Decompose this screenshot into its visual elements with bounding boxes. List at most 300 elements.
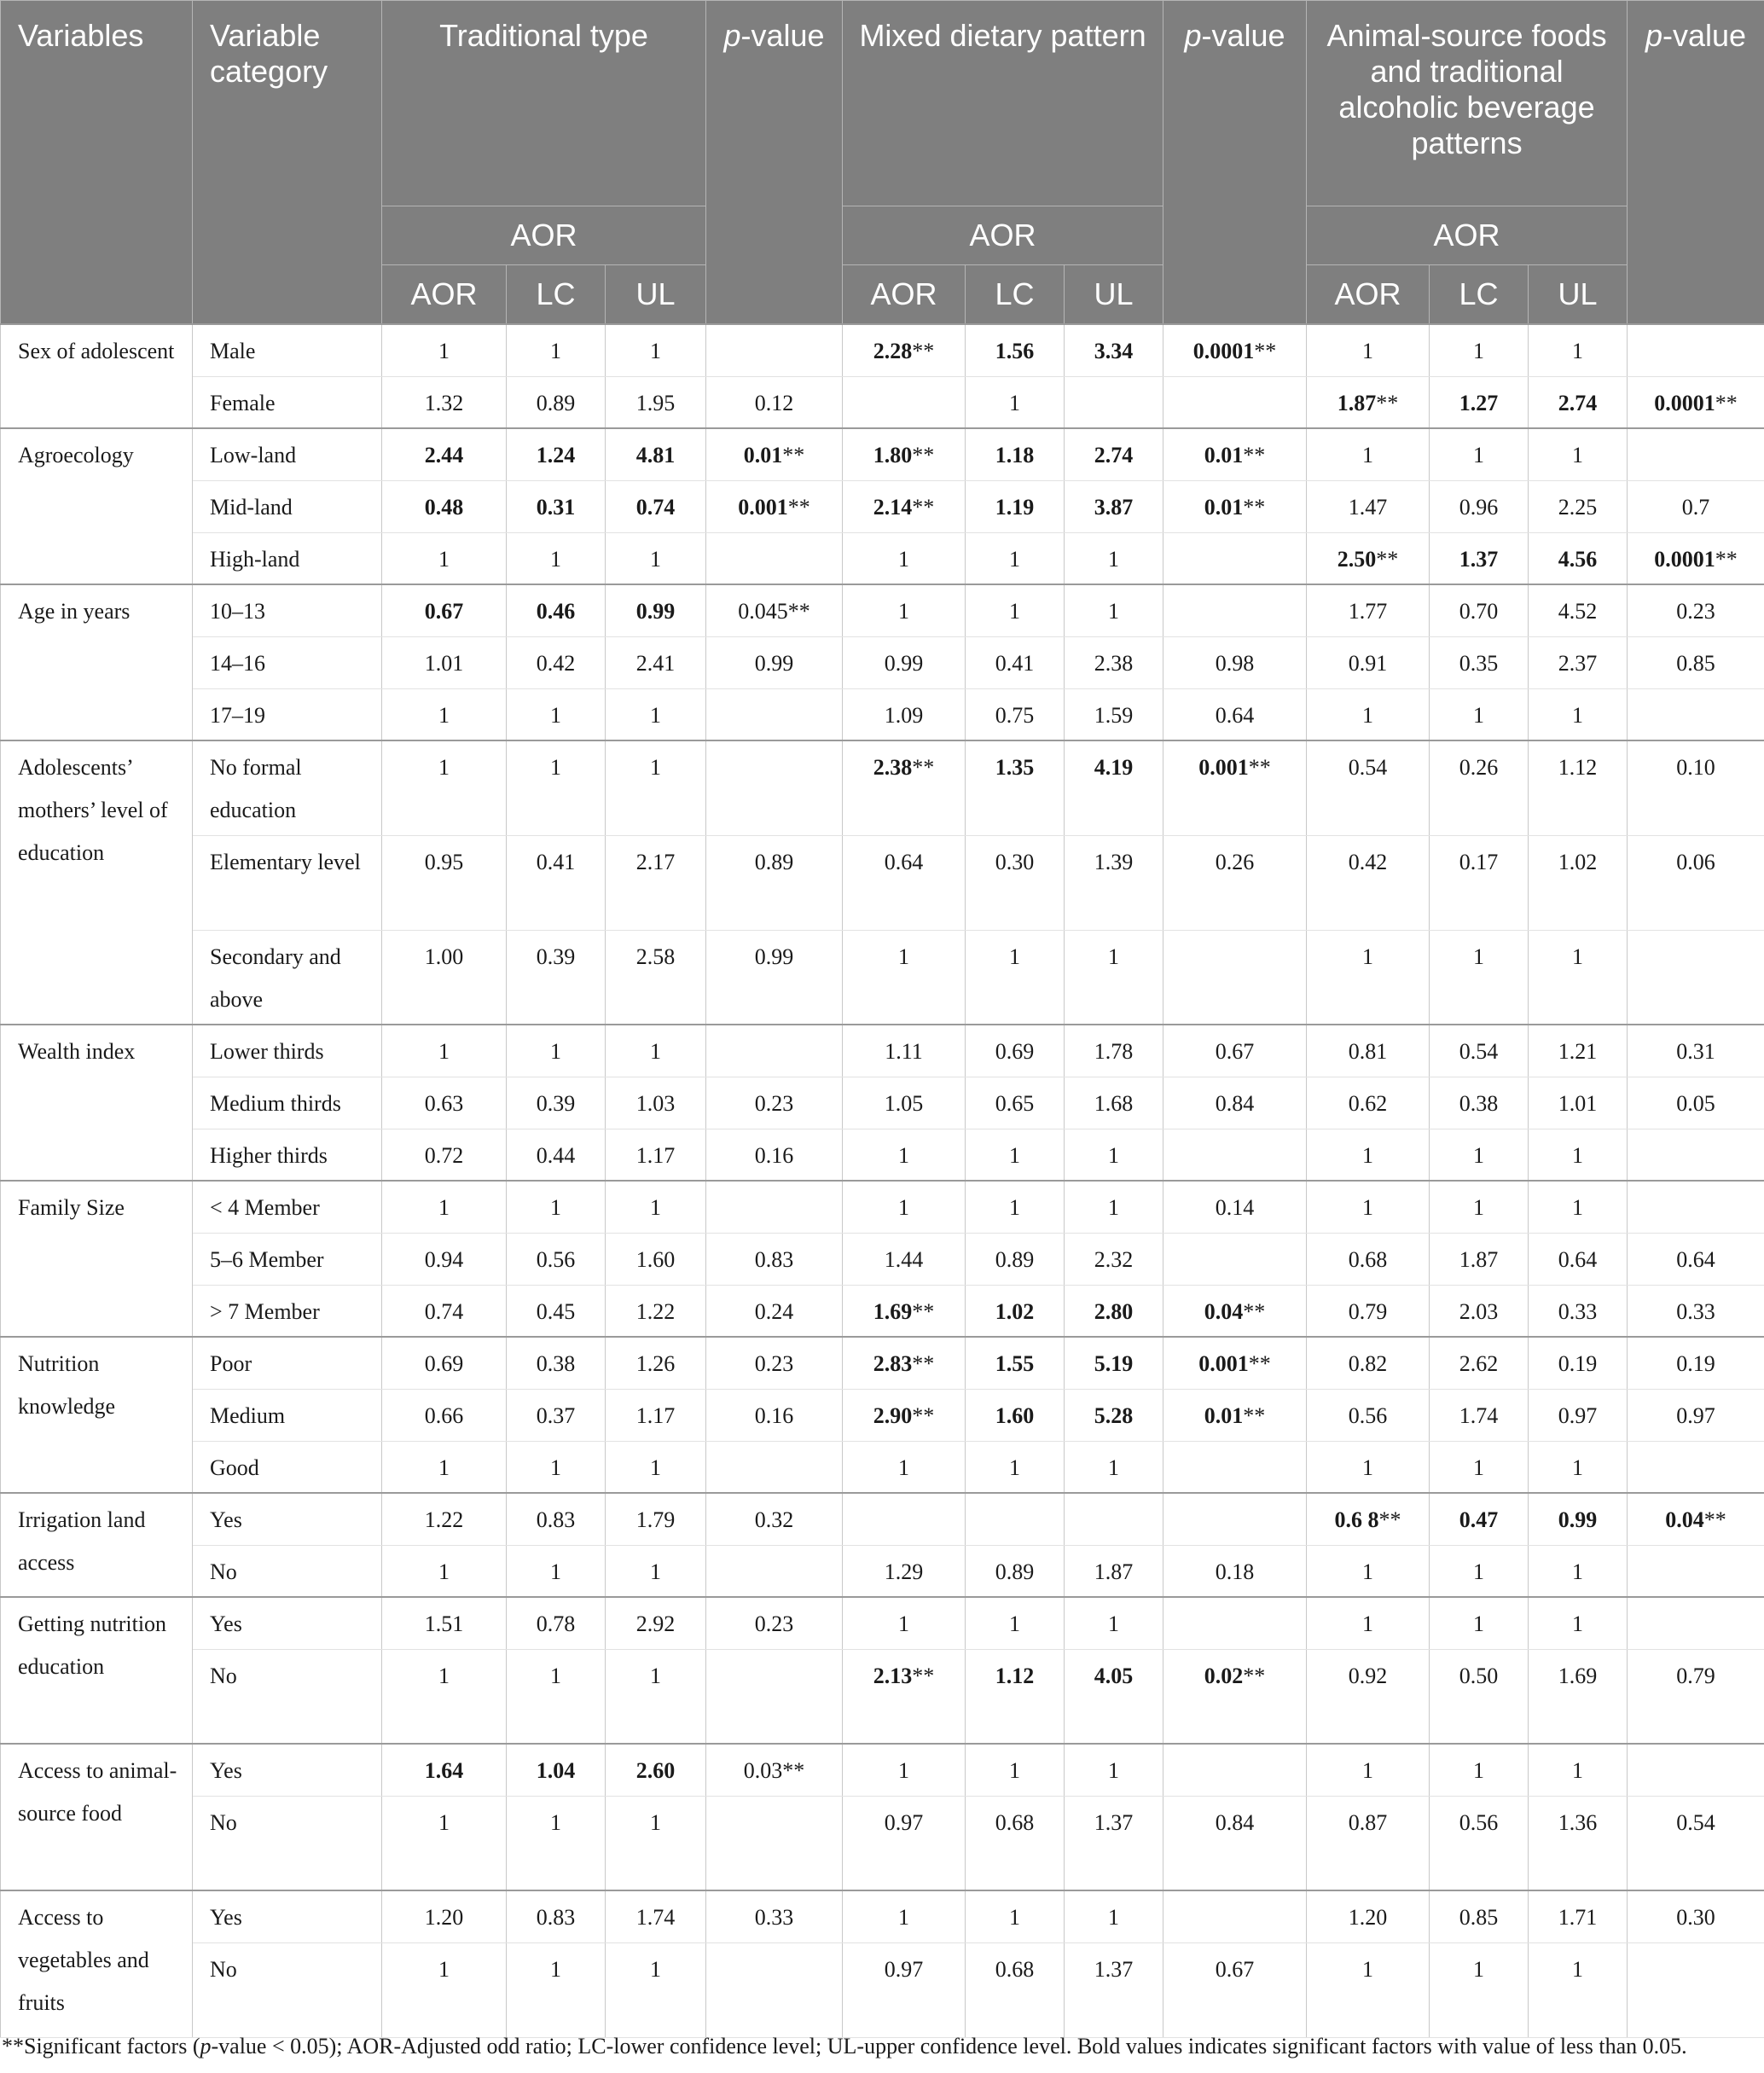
table-header [1, 1, 1764, 325]
table-row [1, 1077, 1764, 1129]
lc-cell: 1 [1430, 930, 1529, 1025]
table-row [1, 1233, 1764, 1285]
aor-cell: 1.05 [843, 1077, 966, 1129]
ul-cell: 2.74 [1065, 428, 1163, 480]
header-p-value-traditional: p-value [706, 1, 843, 325]
table-row [1, 835, 1764, 930]
significant-value: 1.87 [1337, 390, 1377, 415]
significance-stars: ** [912, 443, 935, 467]
header-aor-group-animal: AOR [1307, 206, 1628, 265]
lc-cell: 0.89 [966, 1233, 1065, 1285]
header-traditional-type: Traditional type [382, 1, 706, 206]
ul-cell: 1 [1529, 1441, 1628, 1493]
aor-cell: 0.97 [843, 1796, 966, 1890]
p-value-cell [706, 428, 843, 480]
significance-stars: ** [912, 1402, 935, 1428]
header-aor: AOR [382, 265, 507, 325]
variable-category-cell: 14–16 [193, 636, 382, 688]
p-value-cell: 0.79 [1628, 1649, 1764, 1744]
aor-cell: 0.79 [1307, 1285, 1430, 1337]
ul-cell: 1 [1529, 1545, 1628, 1597]
aor-cell: 0.62 [1307, 1077, 1430, 1129]
ul-cell: 1 [606, 1796, 706, 1890]
p-value-cell: 0.26 [1163, 835, 1307, 930]
significance-stars: ** [912, 339, 935, 363]
variable-name-cell: Family Size [1, 1181, 193, 1337]
aor-cell: 1 [1307, 324, 1430, 376]
aor-cell [843, 376, 966, 428]
ul-cell: 0.64 [1529, 1233, 1628, 1285]
lc-cell: 1 [966, 532, 1065, 584]
p-value-cell [1628, 376, 1764, 428]
p-value-cell [706, 1942, 843, 2037]
aor-cell: 1 [382, 1181, 507, 1233]
p-value-cell: 0.16 [706, 1129, 843, 1181]
table-row [1, 1337, 1764, 1389]
ul-cell: 0.33 [1529, 1285, 1628, 1337]
ul-cell: 4.56 [1529, 532, 1628, 584]
p-value-cell: 0.64 [1163, 688, 1307, 740]
table-row [1, 480, 1764, 532]
ul-cell: 1.36 [1529, 1796, 1628, 1890]
variable-category-cell: High-land [193, 532, 382, 584]
variable-category-cell: Higher thirds [193, 1129, 382, 1181]
header-p-value-animal: p-value [1628, 1, 1764, 325]
lc-cell: 0.56 [1430, 1796, 1529, 1890]
aor-cell: 0.97 [843, 1942, 966, 2037]
p-value-cell [1163, 584, 1307, 636]
significant-value: 0.0001 [1654, 546, 1715, 572]
p-value-cell [1628, 532, 1764, 584]
p-value-cell: 0.30 [1628, 1890, 1764, 1942]
significant-value: 2.13 [873, 1663, 913, 1688]
variable-name-cell: Agroecology [1, 428, 193, 584]
variable-category-cell: Secondary and above [193, 930, 382, 1025]
ul-cell: 1 [1529, 930, 1628, 1025]
p-value-cell [1163, 1389, 1307, 1441]
lc-cell: 0.38 [1430, 1077, 1529, 1129]
p-value-cell [1163, 1890, 1307, 1942]
aor-cell: 1.20 [1307, 1890, 1430, 1942]
lc-cell: 1.18 [966, 428, 1065, 480]
ul-cell: 3.34 [1065, 324, 1163, 376]
lc-cell: 0.83 [507, 1890, 606, 1942]
lc-cell: 0.39 [507, 1077, 606, 1129]
p-value-cell [706, 1181, 843, 1233]
variable-name-cell: Access to animal-source food [1, 1744, 193, 1890]
lc-cell: 1 [507, 688, 606, 740]
p-value-cell: 0.98 [1163, 636, 1307, 688]
ul-cell: 3.87 [1065, 480, 1163, 532]
lc-cell: 0.96 [1430, 480, 1529, 532]
lc-cell: 1.04 [507, 1744, 606, 1796]
variable-name-cell: Age in years [1, 584, 193, 740]
p-value-cell [1628, 428, 1764, 480]
significance-stars: ** [1248, 755, 1271, 780]
p-value-cell: 0.89 [706, 835, 843, 930]
p-value-cell: 0.84 [1163, 1077, 1307, 1129]
aor-cell: 1 [843, 1744, 966, 1796]
table-row [1, 1597, 1764, 1649]
ul-cell: 1 [606, 1649, 706, 1744]
aor-cell: 1 [1307, 1942, 1430, 2037]
header-ul: UL [1065, 265, 1163, 325]
ul-cell: 4.05 [1065, 1649, 1163, 1744]
table-row [1, 324, 1764, 376]
significance-stars: ** [782, 443, 805, 467]
p-value-cell [706, 740, 843, 835]
significance-stars: ** [912, 1663, 935, 1688]
ul-cell: 5.19 [1065, 1337, 1163, 1389]
table-row [1, 1942, 1764, 2037]
aor-cell [843, 428, 966, 480]
p-value-cell: 0.99 [706, 636, 843, 688]
significant-value: 0.04 [1665, 1507, 1704, 1532]
lc-cell: 1 [966, 376, 1065, 428]
p-value-cell: 0.23 [706, 1597, 843, 1649]
aor-cell: 1 [382, 532, 507, 584]
ul-cell: 1 [1529, 428, 1628, 480]
lc-cell: 0.75 [966, 688, 1065, 740]
ul-cell: 1.03 [606, 1077, 706, 1129]
lc-cell: 1 [966, 1441, 1065, 1493]
lc-cell: 0.70 [1430, 584, 1529, 636]
ul-cell: 1 [1529, 324, 1628, 376]
ul-cell: 1 [1065, 584, 1163, 636]
ul-cell: 2.92 [606, 1597, 706, 1649]
p-value-cell [1163, 740, 1307, 835]
significant-value: 0.001 [738, 494, 788, 520]
ul-cell: 1.02 [1529, 835, 1628, 930]
lc-cell: 1 [1430, 1129, 1529, 1181]
lc-cell: 1 [1430, 1181, 1529, 1233]
lc-cell: 1.19 [966, 480, 1065, 532]
p-value-cell: 0.64 [1628, 1233, 1764, 1285]
lc-cell: 1 [966, 1597, 1065, 1649]
p-value-cell [1628, 1942, 1764, 2037]
ul-cell: 2.80 [1065, 1285, 1163, 1337]
ul-cell: 1.26 [606, 1337, 706, 1389]
significant-value: 0.04 [1204, 1298, 1244, 1324]
lc-cell: 1 [966, 1890, 1065, 1942]
p-value-cell [1163, 1493, 1307, 1545]
lc-cell: 0.45 [507, 1285, 606, 1337]
ul-cell: 1.17 [606, 1129, 706, 1181]
aor-cell: 0.69 [382, 1337, 507, 1389]
variable-name-cell: Sex of adolescent [1, 324, 193, 428]
aor-cell: 0.87 [1307, 1796, 1430, 1890]
ul-cell: 1 [606, 1181, 706, 1233]
aor-cell: 1.09 [843, 688, 966, 740]
ul-cell: 1.87 [1065, 1545, 1163, 1597]
aor-cell: 1.77 [1307, 584, 1430, 636]
p-value-cell [706, 1545, 843, 1597]
header-variable-category: Variable category [193, 1, 382, 325]
table-row [1, 428, 1764, 480]
lc-cell: 1.74 [1430, 1389, 1529, 1441]
significant-value: 2.50 [1337, 546, 1377, 572]
variable-name-cell: Wealth index [1, 1025, 193, 1181]
p-value-cell [1163, 1337, 1307, 1389]
lc-cell: 0.37 [507, 1389, 606, 1441]
aor-cell: 1 [382, 1942, 507, 2037]
lc-cell: 0.85 [1430, 1890, 1529, 1942]
p-value-cell: 0.67 [1163, 1025, 1307, 1077]
aor-cell [843, 1493, 966, 1545]
aor-cell: 1 [1307, 1129, 1430, 1181]
aor-cell: 1 [1307, 1181, 1430, 1233]
significant-value: 0.0001 [1192, 339, 1255, 363]
p-value-cell [1163, 376, 1307, 428]
aor-cell: 1 [843, 1129, 966, 1181]
aor-cell: 1.32 [382, 376, 507, 428]
ul-cell: 1.60 [606, 1233, 706, 1285]
variable-category-cell: No [193, 1649, 382, 1744]
aor-cell: 1.44 [843, 1233, 966, 1285]
aor-cell [1307, 532, 1430, 584]
ul-cell: 1.68 [1065, 1077, 1163, 1129]
table-row [1, 1129, 1764, 1181]
variable-category-cell: 10–13 [193, 584, 382, 636]
lc-cell: 1 [966, 1129, 1065, 1181]
aor-cell: 0.91 [1307, 636, 1430, 688]
p-value-cell: 0.84 [1163, 1796, 1307, 1890]
ul-cell: 0.74 [606, 480, 706, 532]
p-value-cell [706, 1796, 843, 1890]
lc-cell: 1 [966, 584, 1065, 636]
lc-cell: 1.12 [966, 1649, 1065, 1744]
ul-cell: 1 [1065, 1181, 1163, 1233]
aor-cell: 1 [1307, 1441, 1430, 1493]
aor-cell: 1 [843, 1597, 966, 1649]
header-aor-group-mixed: AOR [843, 206, 1163, 265]
ul-cell: 1 [1529, 1129, 1628, 1181]
lc-cell: 1.37 [1430, 532, 1529, 584]
aor-cell [1307, 1493, 1430, 1545]
ul-cell: 2.25 [1529, 480, 1628, 532]
table-row [1, 1796, 1764, 1890]
significant-value: 0.0001 [1654, 390, 1715, 415]
p-value-cell: 0.03** [706, 1744, 843, 1796]
lc-cell: 0.41 [966, 636, 1065, 688]
lc-cell: 1 [507, 532, 606, 584]
ul-cell: 1 [606, 1942, 706, 2037]
variable-category-cell: > 7 Member [193, 1285, 382, 1337]
lc-cell: 0.68 [966, 1942, 1065, 2037]
ul-cell: 0.99 [606, 584, 706, 636]
aor-cell: 1.20 [382, 1890, 507, 1942]
ul-cell: 1 [1065, 1597, 1163, 1649]
lc-cell: 1 [507, 1796, 606, 1890]
aor-cell: 0.81 [1307, 1025, 1430, 1077]
ul-cell: 1.37 [1065, 1796, 1163, 1890]
ul-cell: 1.17 [606, 1389, 706, 1441]
p-value-cell [1628, 1493, 1764, 1545]
table-body [1, 324, 1764, 2037]
significant-value: 0.01 [1204, 443, 1244, 467]
lc-cell: 1.02 [966, 1285, 1065, 1337]
ul-cell: 1.39 [1065, 835, 1163, 930]
lc-cell: 1 [507, 1181, 606, 1233]
aor-cell [1307, 376, 1430, 428]
variable-category-cell: Male [193, 324, 382, 376]
aor-cell: 1 [843, 1181, 966, 1233]
significance-stars: ** [1376, 390, 1399, 415]
table-row [1, 1441, 1764, 1493]
lc-cell: 0.50 [1430, 1649, 1529, 1744]
ul-cell: 0.99 [1529, 1493, 1628, 1545]
aor-cell: 1 [382, 324, 507, 376]
header-aor-group-traditional: AOR [382, 206, 706, 265]
table-row [1, 1389, 1764, 1441]
lc-cell: 0.44 [507, 1129, 606, 1181]
table-row [1, 636, 1764, 688]
lc-cell: 1.35 [966, 740, 1065, 835]
ul-cell: 1.21 [1529, 1025, 1628, 1077]
lc-cell: 1 [507, 1545, 606, 1597]
p-value-cell: 0.045** [706, 584, 843, 636]
variable-category-cell: No formal education [193, 740, 382, 835]
variable-category-cell: Poor [193, 1337, 382, 1389]
significant-value: 0.001 [1198, 1351, 1249, 1376]
variable-category-cell: Low-land [193, 428, 382, 480]
aor-cell: 1 [843, 584, 966, 636]
variable-category-cell: Mid-land [193, 480, 382, 532]
ul-cell: 1 [606, 324, 706, 376]
p-value-cell [1628, 1545, 1764, 1597]
p-value-cell [1163, 324, 1307, 376]
table-row [1, 1649, 1764, 1744]
aor-cell: 1.29 [843, 1545, 966, 1597]
aor-cell: 0.48 [382, 480, 507, 532]
aor-cell: 1 [382, 740, 507, 835]
significant-value: 0.02 [1204, 1663, 1244, 1688]
significance-stars: ** [1376, 546, 1399, 572]
ul-cell: 1.74 [606, 1890, 706, 1942]
variable-category-cell: Good [193, 1441, 382, 1493]
lc-cell: 0.69 [966, 1025, 1065, 1077]
aor-cell [843, 1337, 966, 1389]
lc-cell: 1 [1430, 324, 1529, 376]
table-row [1, 688, 1764, 740]
variable-category-cell: Yes [193, 1597, 382, 1649]
aor-cell: 1 [843, 1441, 966, 1493]
significance-stars: ** [912, 1351, 935, 1376]
p-value-cell [1628, 1597, 1764, 1649]
significance-stars: ** [1715, 546, 1738, 572]
lc-cell: 1.87 [1430, 1233, 1529, 1285]
aor-cell [843, 324, 966, 376]
significance-stars: ** [1243, 443, 1266, 467]
significant-value: 0.01 [743, 443, 783, 467]
ul-cell: 2.60 [606, 1744, 706, 1796]
aor-cell: 1 [382, 1545, 507, 1597]
aor-cell: 0.99 [843, 636, 966, 688]
ul-cell: 1.59 [1065, 688, 1163, 740]
lc-cell: 0.30 [966, 835, 1065, 930]
ul-cell: 1 [1529, 688, 1628, 740]
aor-cell: 0.72 [382, 1129, 507, 1181]
ul-cell: 1 [606, 1441, 706, 1493]
aor-cell [843, 1285, 966, 1337]
p-value-cell [1163, 532, 1307, 584]
variable-category-cell: < 4 Member [193, 1181, 382, 1233]
significant-value: 2.83 [873, 1351, 913, 1376]
significance-stars: ** [1248, 1351, 1271, 1376]
p-value-cell: 0.24 [706, 1285, 843, 1337]
lc-cell: 1.24 [507, 428, 606, 480]
p-value-cell: 0.18 [1163, 1545, 1307, 1597]
p-value-cell [1163, 1597, 1307, 1649]
p-value-cell: 0.19 [1628, 1337, 1764, 1389]
ul-cell: 1.95 [606, 376, 706, 428]
significant-value: 0.01 [1204, 494, 1244, 520]
lc-cell: 1 [507, 1441, 606, 1493]
ul-cell: 4.52 [1529, 584, 1628, 636]
ul-cell: 1 [1529, 1597, 1628, 1649]
ul-cell: 1 [1065, 1129, 1163, 1181]
p-value-cell: 0.85 [1628, 636, 1764, 688]
lc-cell: 1 [507, 1025, 606, 1077]
lc-cell: 0.41 [507, 835, 606, 930]
p-value-cell: 0.10 [1628, 740, 1764, 835]
variable-category-cell: Lower thirds [193, 1025, 382, 1077]
aor-cell: 1 [382, 1025, 507, 1077]
header-animal-source-pattern: Animal-source foods and traditional alcoholic beverage patterns [1307, 1, 1628, 206]
p-value-cell [1163, 1129, 1307, 1181]
p-value-cell [706, 1025, 843, 1077]
lc-cell: 1.56 [966, 324, 1065, 376]
header-p-value-mixed: p-value [1163, 1, 1307, 325]
lc-cell: 1 [1430, 428, 1529, 480]
aor-cell: 0.95 [382, 835, 507, 930]
p-value-cell: 0.33 [1628, 1285, 1764, 1337]
ul-cell: 1.01 [1529, 1077, 1628, 1129]
ul-cell: 1 [1065, 1890, 1163, 1942]
header-lc: LC [966, 265, 1065, 325]
lc-cell: 2.62 [1430, 1337, 1529, 1389]
variable-name-cell: Irrigation land access [1, 1493, 193, 1597]
table-row [1, 532, 1764, 584]
significance-stars: ** [912, 755, 935, 780]
variable-category-cell: No [193, 1545, 382, 1597]
lc-cell: 0.89 [966, 1545, 1065, 1597]
aor-cell: 0.94 [382, 1233, 507, 1285]
table-row [1, 930, 1764, 1025]
variable-category-cell: Medium thirds [193, 1077, 382, 1129]
p-value-cell [1163, 1233, 1307, 1285]
p-value-cell: 0.23 [706, 1077, 843, 1129]
aor-cell: 1.11 [843, 1025, 966, 1077]
significance-stars: ** [1715, 390, 1738, 415]
lc-cell: 1 [966, 1744, 1065, 1796]
aor-cell: 1 [1307, 1545, 1430, 1597]
ul-cell: 1.12 [1529, 740, 1628, 835]
header-ul: UL [1529, 265, 1628, 325]
aor-cell: 0.68 [1307, 1233, 1430, 1285]
lc-cell: 1 [1430, 1545, 1529, 1597]
ul-cell: 1.79 [606, 1493, 706, 1545]
p-value-cell [1163, 930, 1307, 1025]
aor-cell: 0.56 [1307, 1389, 1430, 1441]
lc-cell: 0.65 [966, 1077, 1065, 1129]
aor-cell: 0.66 [382, 1389, 507, 1441]
lc-cell: 2.03 [1430, 1285, 1529, 1337]
p-value-cell: 0.05 [1628, 1077, 1764, 1129]
significant-value: 2.38 [873, 755, 913, 780]
significance-stars: ** [1243, 1402, 1266, 1428]
aor-cell: 1.64 [382, 1744, 507, 1796]
